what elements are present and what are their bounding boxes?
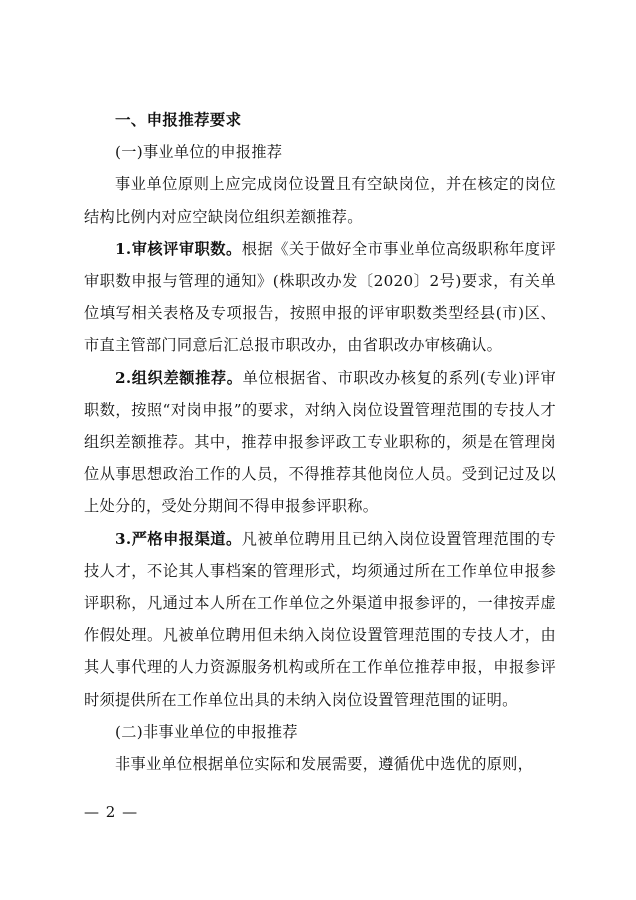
- item-3-body: 凡被单位聘用且已纳入岗位设置管理范围的专技人才，不论其人事档案的管理形式，均须通过所在工作单位申报参评职称，凡通过本人所在工作单位之外渠道申报参评的，一律按弄虚作假处理。凡被单位聘用但未纳入岗位设置管理范围的专技人才，由其人事代理的人力资源服务机构或所在工作单位推荐申报，申报参评时须提供所在工作单位出具的未纳入岗位设置管理范围的证明。: [84, 529, 557, 709]
- item-2-paragraph: [84, 362, 556, 523]
- subsection-heading-1: (一)事业单位的申报推荐: [115, 143, 283, 162]
- item-1-lead: 1.审核评审职数。: [115, 239, 242, 258]
- intro-paragraph: 事业单位原则上应完成岗位设置且有空缺岗位，并在核定的岗位结构比例内对应空缺岗位组织差额推荐。: [84, 175, 556, 226]
- item-1-body: 根据《关于做好全市事业单位高级职称年度评审职数申报与管理的通知》(株职改办发〔2020〕2号)要求，有关单位填写相关表格及专项报告，按照申报的评审职数类型经县(市)区、市直主管部门同意后汇总报市职改办，由省职改办审核确认。: [84, 239, 557, 355]
- section-heading: 一、申报推荐要求: [115, 111, 242, 129]
- item-3-paragraph: [84, 523, 556, 716]
- item-3-lead: 3.严格申报渠道。: [115, 529, 242, 548]
- document-body: [84, 104, 556, 780]
- page-number: — 2 —: [84, 803, 139, 821]
- item-2-body: 单位根据省、市职改办核复的系列(专业)评审职数，按照“对岗申报”的要求，对纳入岗位设置管理范围的专技人才组织差额推荐。其中，推荐申报参评政工专业职称的，须是在管理岗位从事思想政治工作的人员，不得推荐其他岗位人员。受到记过及以上处分的，受处分期间不得申报参评职称。: [84, 368, 556, 516]
- item-2-lead: 2.组织差额推荐。: [115, 368, 243, 387]
- last-paragraph: 非事业单位根据单位实际和发展需要，遵循优中选优的原则，: [115, 755, 534, 774]
- item-1-paragraph: [84, 233, 556, 362]
- subsection-heading-2: (二)非事业单位的申报推荐: [115, 722, 298, 741]
